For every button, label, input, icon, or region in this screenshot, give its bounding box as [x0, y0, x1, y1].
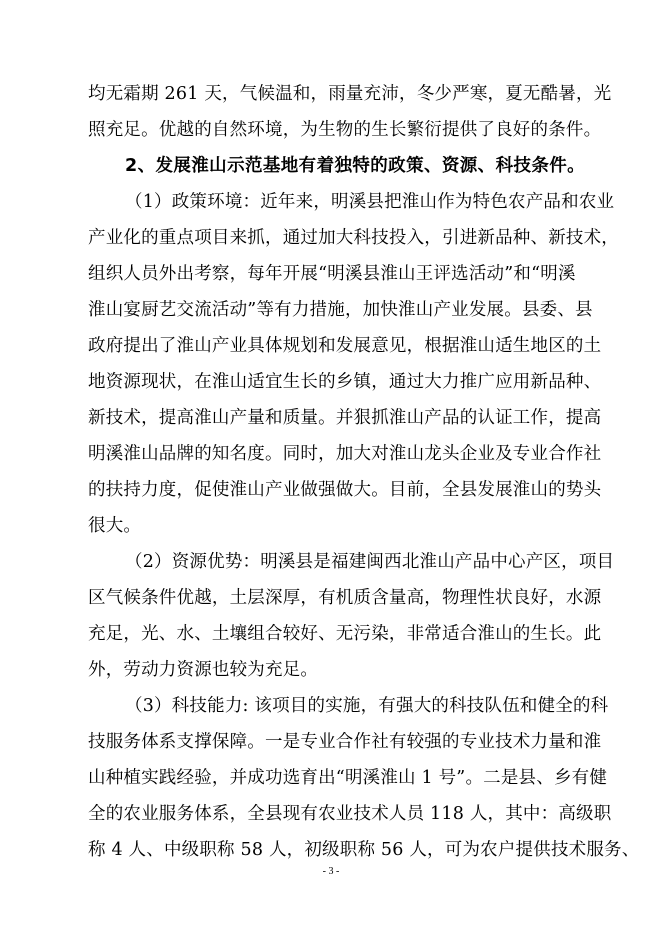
body-line: 组织人员外出考察，每年开展“明溪县淮山王评选活动”和“明溪 [88, 264, 576, 284]
body-line: （3）科技能力: 该项目的实施，有强大的科技队伍和健全的科 [125, 696, 609, 716]
body-line: 淮山宴厨艺交流活动”等有力措施，加快淮山产业发展。县委、县 [88, 300, 593, 320]
body-line: 明溪淮山品牌的知名度。同时，加大对淮山龙头企业及专业合作社 [88, 444, 602, 464]
body-line: 区气候条件优越，土层深厚，有机质含量高，物理性状良好，水源 [88, 588, 602, 608]
body-line: 山种植实践经验，并成功选育出“明溪淮山 1 号”。二是县、乡有健 [88, 768, 608, 788]
body-line: 全的农业服务体系，全县现有农业技术人员 118 人，其中：高级职 [88, 804, 612, 824]
body-line: 很大。 [88, 516, 142, 536]
page-number: - 3 - [322, 866, 340, 877]
body-line: 技服务体系支撑保障。一是专业合作社有较强的专业技术力量和淮 [88, 732, 602, 752]
body-line: 地资源现状，在淮山适宜生长的乡镇，通过大力推广应用新品种、 [88, 372, 602, 392]
body-line: 的扶持力度，促使淮山产业做强做大。目前，全县发展淮山的势头 [88, 480, 602, 500]
body-line: 均无霜期 261 天，气候温和，雨量充沛，冬少严寒，夏无酷暑，光 [88, 84, 612, 104]
body-line: 称 4 人、中级职称 58 人，初级职称 56 人，可为农户提供技术服务、 [88, 840, 640, 860]
body-line: （1）政策环境：近年来，明溪县把淮山作为特色农产品和农业 [125, 192, 615, 212]
body-line: 照充足。优越的自然环境，为生物的生长繁衍提供了良好的条件。 [88, 120, 602, 140]
body-line: 新技术，提高淮山产量和质量。并狠抓淮山产品的认证工作，提高 [88, 408, 602, 428]
section-heading: 2、发展淮山示范基地有着独特的政策、资源、科技条件。 [125, 156, 586, 176]
body-line: 外，劳动力资源也较为充足。 [88, 660, 319, 680]
body-line: 充足，光、水、土壤组合较好、无污染，非常适合淮山的生长。此 [88, 624, 602, 644]
body-line: 政府提出了淮山产业具体规划和发展意见，根据淮山适生地区的土 [88, 336, 602, 356]
body-line: （2）资源优势：明溪县是福建闽西北淮山产品中心产区，项目 [125, 552, 615, 572]
body-line: 产业化的重点项目来抓，通过加大科技投入，引进新品种、新技术， [88, 228, 619, 248]
